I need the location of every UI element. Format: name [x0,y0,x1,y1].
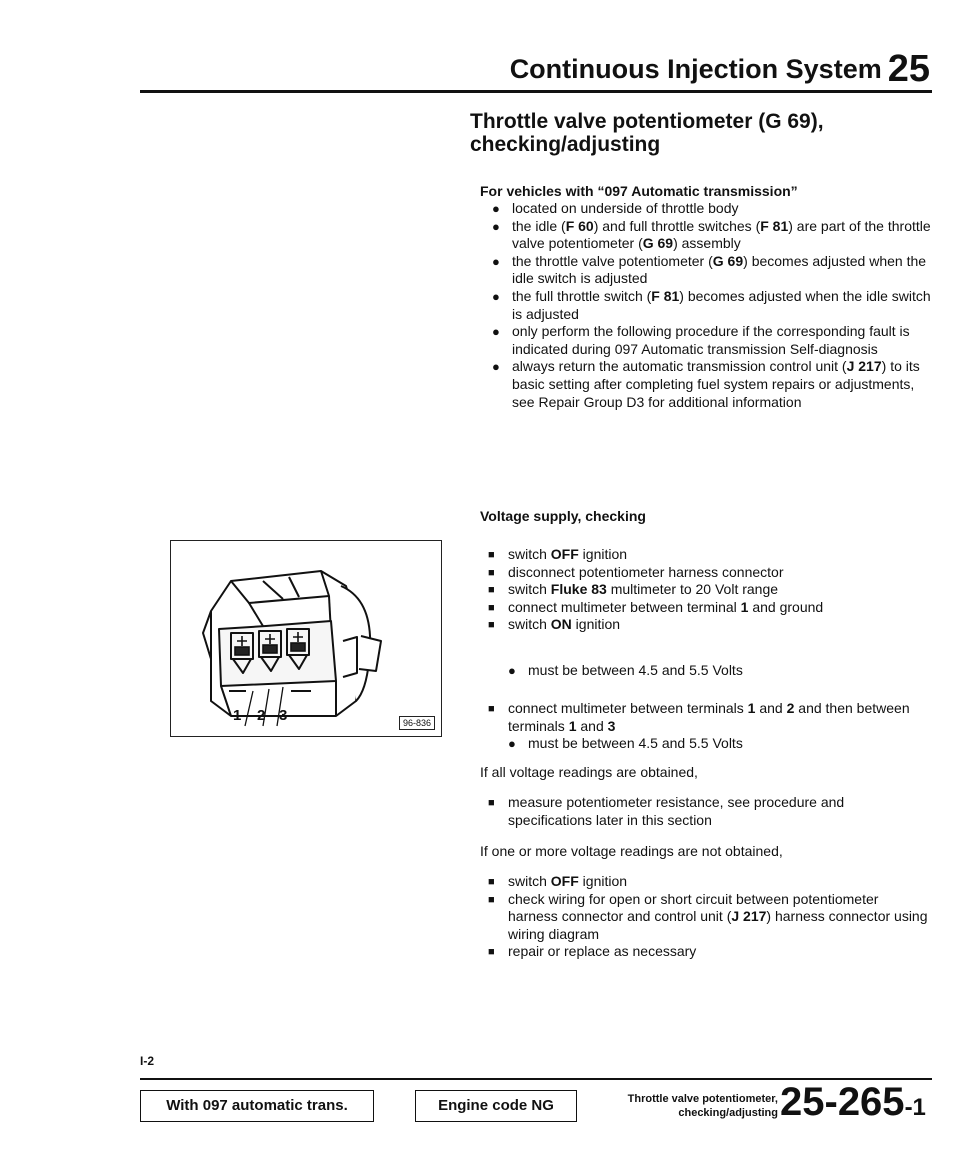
resistance-step-list [488,794,928,829]
readings-not-obtained-text: If one or more voltage readings are not obtained, [480,843,783,859]
bullet-marker: ● [492,359,500,375]
list1-item: ● the idle (F 60) and full throttle switches (F 81) are part of the throttle valve potentiometer (G 69) assembly [492,217,931,252]
list1-item: ● the full throttle switch (F 81) becomes adjusted when the idle switch is adjusted [492,287,931,322]
bullet-marker: ● [508,663,516,678]
bullet-marker: ■ [488,619,495,632]
list1-item: ● only perform the following procedure if the corresponding fault is indicated during 097 Automatic transmission Self-diagnosis [492,323,910,357]
voltage-steps-list [488,546,928,634]
section-title: Throttle valve potentiometer (G 69), checking/adjusting [470,110,824,156]
bullet-marker: ● [492,288,500,304]
terminals-spec-list [508,735,928,753]
terminal-1-label: 1 [233,707,242,724]
vehicle-subheading: For vehicles with “097 Automatic transmission” [480,183,798,199]
list1-item: ● located on underside of throttle body [492,200,739,216]
bullet-marker: ● [492,324,500,340]
sublist3-item: ● must be between 4.5 and 5.5 Volts [508,735,743,751]
bullet-marker: ■ [488,946,495,959]
footer-engine-box: Engine code NG [415,1090,577,1122]
list2-item: ■ switch ON ignition [488,616,928,634]
bullet-marker: ■ [488,893,495,906]
voltage-supply-heading: Voltage supply, checking [480,508,646,524]
list3-item: ■ connect multimeter between terminals 1 and 2 and then between terminals 1 and 3 [488,700,910,734]
footer-page-number-main: 25-265 [780,1080,905,1124]
bullet-marker: ■ [488,703,495,715]
bullet-marker: ■ [488,584,495,597]
list2-item: ■ switch OFF ignition [488,546,928,564]
info-bullet-list [492,200,932,411]
bullet-marker: ■ [488,876,495,888]
bullet-marker: ■ [488,601,495,614]
header-title-text: Continuous Injection System [509,54,882,84]
footer-description [600,1092,778,1120]
terminal-2-label: 2 [257,707,266,724]
list2-item: ■ disconnect potentiometer harness connector [488,564,928,582]
bullet-marker: ■ [488,549,495,561]
list2-item: ■ connect multimeter between terminal 1 and ground [488,599,928,617]
footer-transmission-box: With 097 automatic trans. [140,1090,374,1122]
header-rule [140,90,932,93]
header-group-number: 25 [887,48,930,90]
list1-item: ● the throttle valve potentiometer (G 69) becomes adjusted when the idle switch is adjusted [492,252,927,287]
connector-illustration [171,541,441,736]
bullet-marker: ● [492,253,500,269]
terminal-3-label: 3 [279,707,288,724]
list2-item: ■ switch Fluke 83 multimeter to 20 Volt range [488,581,928,599]
page-id: I-2 [140,1054,155,1068]
list4-item: ■ measure potentiometer resistance, see procedure and specifications later in this section [488,794,845,828]
terminals-step-list [488,700,928,735]
bullet-marker: ● [508,736,516,751]
list5-item: ■ check wiring for open or short circuit between potentiometer harness connector and control unit (J 217) harness connector using wiring diagram [488,890,928,942]
voltage-spec-list [508,662,928,680]
bullet-marker: ■ [488,566,495,579]
wiring-steps-list [488,873,928,961]
bullet-marker: ● [492,218,500,234]
footer-page-number [780,1080,926,1125]
bullet-marker: ● [492,201,500,216]
bullet-marker: ■ [488,797,495,809]
sublist2-item: ● must be between 4.5 and 5.5 Volts [508,662,743,678]
readings-obtained-text: If all voltage readings are obtained, [480,764,698,780]
footer-desc-line1: Throttle valve potentiometer, [627,1093,778,1105]
list1-item: ● always return the automatic transmission control unit (J 217) to its basic setting after completing fuel system repairs or adjustments, see Repair Group D3 for additional information [492,358,920,410]
footer-page-suffix: -1 [904,1094,926,1121]
footer-desc-line2: checking/adjusting [678,1107,778,1119]
list5-item: ■ switch OFF ignition [488,873,928,891]
connector-figure [170,540,442,737]
list5-item: ■ repair or replace as necessary [488,943,928,961]
page-header-title [440,48,930,91]
figure-number: 96-836 [399,716,435,730]
